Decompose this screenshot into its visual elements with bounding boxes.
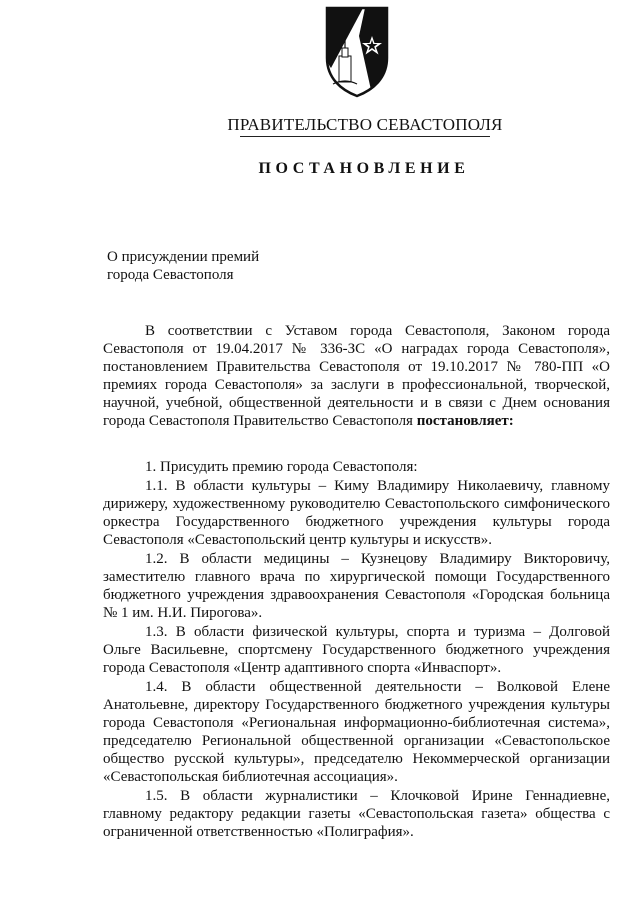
resolution-items xyxy=(103,458,610,842)
preamble xyxy=(103,322,610,430)
item-1: 1. Присудить премию города Севастополя: xyxy=(145,459,418,475)
document-type-heading: ПОСТАНОВЛЕНИЕ xyxy=(258,160,470,177)
resolution-verb: постановляет: xyxy=(416,413,514,429)
item-1-4-public-activity: 1.4. В области общественной деятельности – Волковой Елене Анатольевне, директору Государственного бюджетного учреждения культуры города Севастополя «Региональная информационно-библиотечная система», председателю Региональной общественной организации «Севастопольское общество русской культуры», председателю Некоммерческой организации «Севастопольская библиотечная ассоциация». xyxy=(103,679,610,785)
preamble-text: В соответствии с Уставом города Севастополя, Законом города Севастополя от 19.04.2017 № 336-ЗС «О наградах города Севастополя», постановлением Правительства Севастополя от 19.10.2017 № 780-ПП «О премиях города Севастополя» за заслуги в профессиональной, творческой, научной, учебной, общественной деятельности и в связи с Днем основания города Севастополя Правительство Севастополя xyxy=(103,323,610,429)
coat-of-arms-icon xyxy=(325,6,389,98)
item-1-1-culture: 1.1. В области культуры – Киму Владимиру Николаевичу, главному дирижеру, художественному руководителю Севастопольского симфонического оркестра Государственного бюджетного учреждения культуры города Севастополя «Севастопольский центр культуры и искусств». xyxy=(103,478,610,548)
preamble-paragraph xyxy=(103,322,610,430)
item-1-3-sport: 1.3. В области физической культуры, спорта и туризма – Долговой Ольге Васильевне, спортсмену Государственного бюджетного учреждения города Севастополя «Центр адаптивного спорта «Инваспорт». xyxy=(103,624,610,676)
item-1-5-journalism: 1.5. В области журналистики – Клочковой Ирине Геннадиевне, главному редактору редакции газеты «Севастопольская газета» общества с ограниченной ответственностью «Полиграфия». xyxy=(103,788,610,840)
item-1-2-medicine: 1.2. В области медицины – Кузнецову Владимиру Викторовичу, заместителю главного врача по хирургической помощи Государственного бюджетного учреждения здравоохранения Севастополя «Городская больница № 1 им. Н.И. Пирогова». xyxy=(103,551,610,621)
subject-line-1: О присуждении премий xyxy=(107,249,260,265)
subject-line-2: города Севастополя xyxy=(107,267,234,283)
government-name-underline xyxy=(240,136,490,137)
government-name: ПРАВИТЕЛЬСТВО СЕВАСТОПОЛЯ xyxy=(227,115,503,134)
document-subject xyxy=(107,248,259,284)
